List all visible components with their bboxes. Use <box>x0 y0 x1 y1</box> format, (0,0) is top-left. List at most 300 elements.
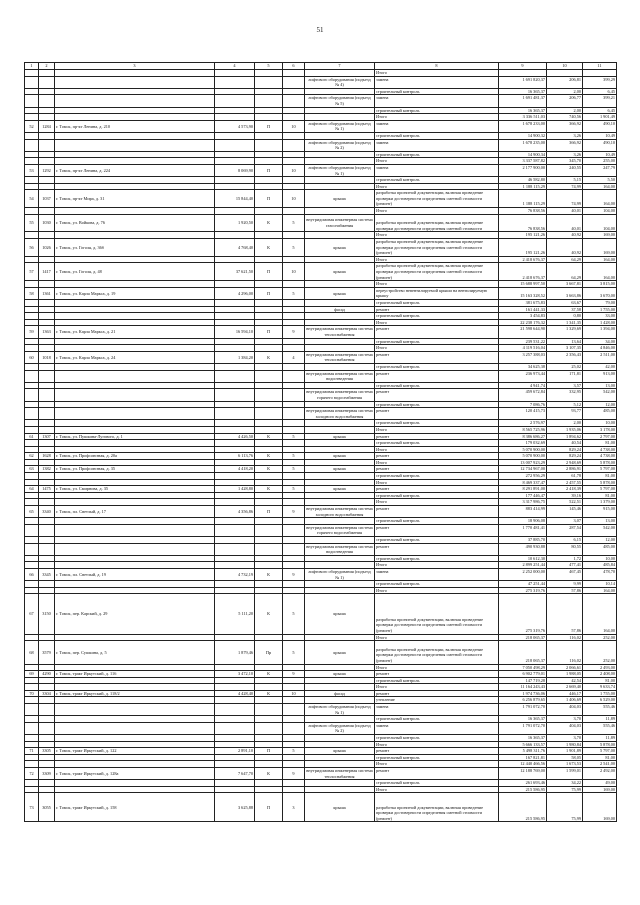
cell-work-type <box>305 107 375 114</box>
cell-floors: 10 <box>283 263 305 281</box>
cell-service: замена <box>375 164 499 176</box>
cell-cost: 1 770 481,41 <box>499 524 547 536</box>
cell-house-id <box>39 537 55 544</box>
cell-number <box>25 389 39 401</box>
cell-area: 4 418,20 <box>215 466 255 473</box>
table-row <box>25 420 617 427</box>
cell-number <box>25 232 39 239</box>
cell-material <box>255 555 283 562</box>
cell-service: строительный контроль <box>375 363 499 370</box>
cell-service: строительный контроль <box>375 581 499 588</box>
cell-cost: 490 930,88 <box>499 543 547 555</box>
cell-cost: 16 365,37 <box>499 735 547 742</box>
cell-unit-cost: 0,80 <box>547 313 583 320</box>
cell-unit-cost: 58,05 <box>547 754 583 761</box>
header-cell: 7 <box>305 63 375 70</box>
cell-service: Итого <box>375 319 499 326</box>
cell-floors <box>283 543 305 555</box>
header-row <box>25 63 617 70</box>
cell-house-id: 1475 <box>39 486 55 493</box>
cell-floors <box>283 786 305 793</box>
cell-number: 64 <box>25 486 39 493</box>
cell-floors <box>283 684 305 691</box>
cell-material <box>255 345 283 352</box>
cell-unit-cost: 80,55 <box>547 543 583 555</box>
cell-work-type <box>305 382 375 389</box>
cell-limit-cost: 1 428,00 <box>583 319 617 326</box>
cell-floors <box>283 88 305 95</box>
cell-limit-cost: 5 797,00 <box>583 748 617 755</box>
table-row <box>25 107 617 114</box>
cell-service: Итого <box>375 684 499 691</box>
cell-cost: 12 188 769,00 <box>499 768 547 780</box>
cell-floors: 5 <box>283 594 305 634</box>
cell-work-type: внутридомовая инженерная система газоснабжения <box>305 214 375 232</box>
cell-work-type: фасад <box>305 690 375 697</box>
cell-area: 1 428,80 <box>215 486 255 493</box>
cell-cost: 18 906,08 <box>499 518 547 525</box>
cell-unit-cost: 3,07 <box>547 518 583 525</box>
cell-service: строительный контроль <box>375 313 499 320</box>
cell-area: 4 732,19 <box>215 568 255 580</box>
table-row <box>25 132 617 139</box>
cell-cost: 459 672,84 <box>499 389 547 401</box>
cell-service: разработка проектной документации, включая проведение проверки достоверности определения сметной стоимости (ремонт) <box>375 641 499 664</box>
cell-floors <box>283 306 305 313</box>
cell-limit-cost: 4 738,00 <box>583 453 617 460</box>
header-cell: 4 <box>215 63 255 70</box>
cell-limit-cost: 12,00 <box>583 537 617 544</box>
cell-material <box>255 319 283 326</box>
cell-unit-cost: 1 935,06 <box>547 426 583 433</box>
cell-work-type <box>305 208 375 215</box>
cell-address: г. Томск, пр-кт Мира, д. 31 <box>55 190 215 208</box>
cell-house-id <box>39 473 55 480</box>
cell-number: 54 <box>25 190 39 208</box>
cell-material <box>255 281 283 288</box>
cell-house-id <box>39 401 55 408</box>
table-row <box>25 76 617 88</box>
table-row <box>25 208 617 215</box>
cell-number <box>25 716 39 723</box>
cell-unit-cost: 5,12 <box>547 401 583 408</box>
cell-work-type <box>305 518 375 525</box>
cell-unit-cost: 522,51 <box>547 499 583 506</box>
cell-house-id: 3579 <box>39 641 55 664</box>
cell-cost: 215 586,95 <box>499 793 547 822</box>
cell-limit-cost: 5 797,00 <box>583 486 617 493</box>
cell-floors <box>283 370 305 382</box>
cell-address <box>55 345 215 352</box>
cell-limit-cost: 104,00 <box>583 214 617 232</box>
cell-limit-cost: 3 670,00 <box>583 287 617 299</box>
cell-area <box>215 370 255 382</box>
cell-address <box>55 177 215 184</box>
cell-work-type <box>305 499 375 506</box>
cell-floors <box>283 95 305 107</box>
cell-limit-cost <box>583 70 617 77</box>
table-row <box>25 370 617 382</box>
cell-limit-cost: 6,45 <box>583 88 617 95</box>
cell-number <box>25 420 39 427</box>
cell-cost: 3 257 388,03 <box>499 351 547 363</box>
cell-unit-cost: 1 599,01 <box>547 768 583 780</box>
header-cell: 1 <box>25 63 39 70</box>
cell-limit-cost: 11,89 <box>583 735 617 742</box>
cell-unit-cost: 345,70 <box>547 158 583 165</box>
cell-unit-cost: 57,86 <box>547 587 583 594</box>
cell-number <box>25 446 39 453</box>
cell-cost: 236 973,44 <box>499 370 547 382</box>
cell-number <box>25 177 39 184</box>
cell-limit-cost: 5 878,00 <box>583 459 617 466</box>
cell-service: Итого <box>375 634 499 641</box>
cell-number: 69 <box>25 671 39 678</box>
cell-work-type: крыша <box>305 433 375 440</box>
cell-house-id <box>39 684 55 691</box>
cell-cost: 8 386 686,27 <box>499 433 547 440</box>
cell-house-id <box>39 754 55 761</box>
cell-unit-cost: 2 418,39 <box>547 486 583 493</box>
cell-service: Итого <box>375 183 499 190</box>
cell-unit-cost: 1 988,05 <box>547 671 583 678</box>
cell-cost: 167 821,81 <box>499 754 547 761</box>
table-row <box>25 158 617 165</box>
cell-unit-cost: 74,99 <box>547 183 583 190</box>
cell-service: Итого <box>375 587 499 594</box>
cell-work-type: крыша <box>305 793 375 822</box>
cell-floors: 9 <box>283 326 305 338</box>
cell-house-id: 1307 <box>39 433 55 440</box>
cell-floors <box>283 281 305 288</box>
cell-floors <box>283 555 305 562</box>
cell-material <box>255 132 283 139</box>
cell-floors <box>283 459 305 466</box>
cell-service: Итого <box>375 786 499 793</box>
cell-address <box>55 313 215 320</box>
cell-limit-cost: 81,00 <box>583 440 617 447</box>
cell-unit-cost: 3,26 <box>547 151 583 158</box>
table-row <box>25 139 617 151</box>
cell-work-type: внутридомовая инженерная система теплоснабжения <box>306 326 373 337</box>
cell-floors <box>283 537 305 544</box>
header-cell: 11 <box>583 63 617 70</box>
cell-material: К <box>255 768 283 780</box>
cell-unit-cost: 40,92 <box>547 239 583 257</box>
cell-unit-cost: 332,95 <box>547 389 583 401</box>
cell-service: разработка проектной документации, включая проведение проверки достоверности определения сметной стоимости (ремонт) <box>375 263 499 281</box>
cell-area <box>215 704 255 716</box>
cell-address: г. Томск, пер. Сушкина, д. 5 <box>55 641 215 664</box>
cell-unit-cost: 75,99 <box>547 786 583 793</box>
cell-address: г. Томск, пер. Карский, д. 29 <box>55 594 215 634</box>
header-cell: 2 <box>39 63 55 70</box>
cell-cost: 195 121,26 <box>499 232 547 239</box>
cell-house-id <box>39 132 55 139</box>
cell-work-type <box>305 363 375 370</box>
cell-work-type: лифтового оборудования (подъезд № 1) <box>305 568 375 580</box>
cell-unit-cost: 1 673,53 <box>547 761 583 768</box>
cell-limit-cost: 81,00 <box>583 754 617 761</box>
cell-work-type <box>305 446 375 453</box>
cell-number <box>25 761 39 768</box>
cell-house-id: 3305 <box>39 748 55 755</box>
cell-material <box>255 754 283 761</box>
cell-floors <box>283 183 305 190</box>
cell-area <box>215 95 255 107</box>
cell-unit-cost: 1 901,89 <box>547 748 583 755</box>
cell-work-type <box>305 537 375 544</box>
table-row <box>25 594 617 634</box>
cell-house-id: 1361 <box>39 287 55 299</box>
cell-address <box>55 338 215 345</box>
cell-area <box>215 107 255 114</box>
cell-area: 4 356,86 <box>215 506 255 518</box>
cell-limit-cost: 255,00 <box>583 158 617 165</box>
table-row <box>25 338 617 345</box>
cell-limit-cost: 399,29 <box>583 76 617 88</box>
cell-material <box>255 158 283 165</box>
cell-unit-cost: 25,02 <box>547 363 583 370</box>
cell-floors <box>283 256 305 263</box>
cell-cost: 76 838,56 <box>499 214 547 232</box>
cell-floors: 9 <box>283 506 305 518</box>
cell-house-id <box>39 735 55 742</box>
header-cell: 3 <box>55 63 215 70</box>
cell-house-id <box>39 95 55 107</box>
cell-house-id <box>39 555 55 562</box>
cell-unit-cost: 74,99 <box>547 190 583 208</box>
cell-cost: 22 238 176,32 <box>499 319 547 326</box>
cell-address <box>55 95 215 107</box>
table-row <box>25 568 617 580</box>
cell-material <box>255 543 283 555</box>
cell-address <box>55 408 215 420</box>
cell-work-type <box>305 581 375 588</box>
cell-material <box>255 139 283 151</box>
cell-area <box>215 754 255 761</box>
table-row <box>25 363 617 370</box>
cell-number: 59 <box>25 326 39 338</box>
cell-material <box>255 722 283 734</box>
cell-house-id <box>39 70 55 77</box>
cell-address: г. Томск, ул. Пушкина-Лугового, д. 1 <box>55 433 215 440</box>
cell-cost: 5 070 900,00 <box>499 453 547 460</box>
cell-number <box>25 370 39 382</box>
cell-service: разработка проектной документации, включая проведение проверки достоверности определения сметной стоимости (ремонт) <box>375 190 499 208</box>
cell-area: 1 920,50 <box>215 214 255 232</box>
cell-number: 67 <box>25 594 39 634</box>
cell-unit-cost: 145,46 <box>547 506 583 518</box>
cell-house-id <box>39 704 55 716</box>
cell-cost: 218 065,37 <box>499 634 547 641</box>
cell-work-type: внутридомовая инженерная система холодного водоснабжения <box>306 506 373 517</box>
cell-limit-cost: 9 633,74 <box>583 684 617 691</box>
cell-cost: 14 900,34 <box>499 151 547 158</box>
cell-number: 55 <box>25 214 39 232</box>
cell-limit-cost: 10,00 <box>583 555 617 562</box>
cell-floors: 9 <box>283 768 305 780</box>
cell-service: строительный контроль <box>375 780 499 787</box>
cell-address <box>55 754 215 761</box>
cell-floors: 5 <box>283 641 305 664</box>
cell-number <box>25 518 39 525</box>
cell-work-type <box>305 664 375 671</box>
cell-service: Итого <box>375 114 499 121</box>
cell-address: г. Томск, ул. Карла Маркса, д. 21 <box>55 326 215 338</box>
cell-house-id: 1030 <box>39 214 55 232</box>
cell-service: переустройство невентилируемой крыши на вентилируемую крышу <box>375 287 499 299</box>
cell-service: разработка проектной документации, включая проведение проверки достоверности определения сметной стоимости (ремонт) <box>375 594 499 634</box>
cell-house-id <box>39 313 55 320</box>
cell-material <box>255 735 283 742</box>
cell-unit-cost: 829,24 <box>547 453 583 460</box>
table-row <box>25 537 617 544</box>
cell-floors: 9 <box>283 671 305 678</box>
cell-cost: 47 251,44 <box>499 581 547 588</box>
cell-limit-cost: 555,46 <box>583 704 617 716</box>
cell-service: строительный контроль <box>375 677 499 684</box>
cell-material <box>255 440 283 447</box>
cell-unit-cost: 37,58 <box>547 306 583 313</box>
cell-number <box>25 338 39 345</box>
cell-floors <box>283 158 305 165</box>
cell-address <box>55 306 215 313</box>
cell-material: П <box>255 326 283 338</box>
cell-area <box>215 634 255 641</box>
cell-service: замена <box>375 704 499 716</box>
cell-work-type <box>305 440 375 447</box>
cell-service: ремонт <box>375 408 499 420</box>
cell-number <box>25 780 39 787</box>
cell-unit-cost: 3,57 <box>547 382 583 389</box>
cell-limit-cost: 542,00 <box>583 389 617 401</box>
cell-work-type: крыша <box>305 671 375 678</box>
cell-work-type: лифтового оборудования (подъезд № 1) <box>305 120 375 132</box>
cell-work-type <box>305 562 375 569</box>
cell-service: Итого <box>375 256 499 263</box>
cell-material <box>255 761 283 768</box>
cell-number: 71 <box>25 748 39 755</box>
cell-house-id <box>39 459 55 466</box>
cell-cost: 2 418 676,37 <box>499 263 547 281</box>
cell-floors <box>283 345 305 352</box>
cell-number: 52 <box>25 120 39 132</box>
table-row <box>25 741 617 748</box>
cell-number <box>25 587 39 594</box>
table-row <box>25 677 617 684</box>
cell-unit-cost: 287,54 <box>547 524 583 536</box>
cell-number <box>25 256 39 263</box>
cell-address <box>55 664 215 671</box>
cell-unit-cost: 477,41 <box>547 562 583 569</box>
cell-house-id <box>39 281 55 288</box>
cell-limit-cost: 6 529,00 <box>583 697 617 704</box>
table-row <box>25 351 617 363</box>
cell-unit-cost: 63,67 <box>547 300 583 307</box>
table-row <box>25 768 617 780</box>
cell-address <box>55 473 215 480</box>
cell-number <box>25 499 39 506</box>
table-row <box>25 345 617 352</box>
cell-work-type <box>305 473 375 480</box>
cell-unit-cost: 40,01 <box>547 208 583 215</box>
cell-unit-cost: 2 948,69 <box>547 459 583 466</box>
cell-cost: 1 678 233,00 <box>499 120 547 132</box>
table-row <box>25 114 617 121</box>
cell-cost: 3 454,83 <box>499 313 547 320</box>
cell-material <box>255 70 283 77</box>
cell-limit-cost: 164,00 <box>583 183 617 190</box>
cell-house-id: 1628 <box>39 453 55 460</box>
cell-material <box>255 370 283 382</box>
cell-address <box>55 459 215 466</box>
cell-unit-cost: 6,15 <box>547 537 583 544</box>
cell-area <box>215 479 255 486</box>
cell-cost: 15 688 997,50 <box>499 281 547 288</box>
cell-service: строительный контроль <box>375 492 499 499</box>
cell-limit-cost: 169,00 <box>583 232 617 239</box>
cell-area <box>215 684 255 691</box>
cell-limit-cost: 2 493,00 <box>583 664 617 671</box>
cell-material: К <box>255 568 283 580</box>
cell-floors <box>283 492 305 499</box>
cell-work-type <box>305 281 375 288</box>
cell-area <box>215 741 255 748</box>
cell-service: строительный контроль <box>375 177 499 184</box>
table-row <box>25 95 617 107</box>
cell-work-type <box>305 345 375 352</box>
cell-floors <box>283 754 305 761</box>
cell-floors <box>283 420 305 427</box>
cell-number <box>25 677 39 684</box>
cell-house-id <box>39 363 55 370</box>
table-row <box>25 486 617 493</box>
cell-service: ремонт <box>375 486 499 493</box>
cell-work-type <box>305 313 375 320</box>
cell-cost: 161 441,33 <box>499 306 547 313</box>
table-row <box>25 177 617 184</box>
cell-limit-cost: 485,84 <box>583 562 617 569</box>
table-row <box>25 319 617 326</box>
cell-cost: 12 440 466,56 <box>499 761 547 768</box>
cell-area: 7 647,70 <box>215 768 255 780</box>
cell-cost: 12 734 967,00 <box>499 466 547 473</box>
cell-work-type: крыша <box>305 263 375 281</box>
cell-area <box>215 338 255 345</box>
cell-address <box>55 256 215 263</box>
cell-service: ремонт <box>375 690 499 697</box>
cell-limit-cost: 5 878,00 <box>583 479 617 486</box>
cell-area <box>215 524 255 536</box>
cell-cost: 215 586,95 <box>499 786 547 793</box>
table-row <box>25 499 617 506</box>
cell-address: г. Томск, тракт Иркутский, д. 158 <box>55 793 215 822</box>
cell-number <box>25 306 39 313</box>
cell-area <box>215 363 255 370</box>
cell-service: ремонт <box>375 370 499 382</box>
cell-limit-cost: 252,00 <box>583 634 617 641</box>
cell-floors <box>283 107 305 114</box>
cell-unit-cost: 446,17 <box>547 690 583 697</box>
cell-limit-cost: 2 492,00 <box>583 768 617 780</box>
cell-area <box>215 761 255 768</box>
table-row <box>25 793 617 822</box>
cell-address <box>55 704 215 716</box>
cell-material <box>255 446 283 453</box>
cell-number <box>25 281 39 288</box>
cell-floors <box>283 300 305 307</box>
